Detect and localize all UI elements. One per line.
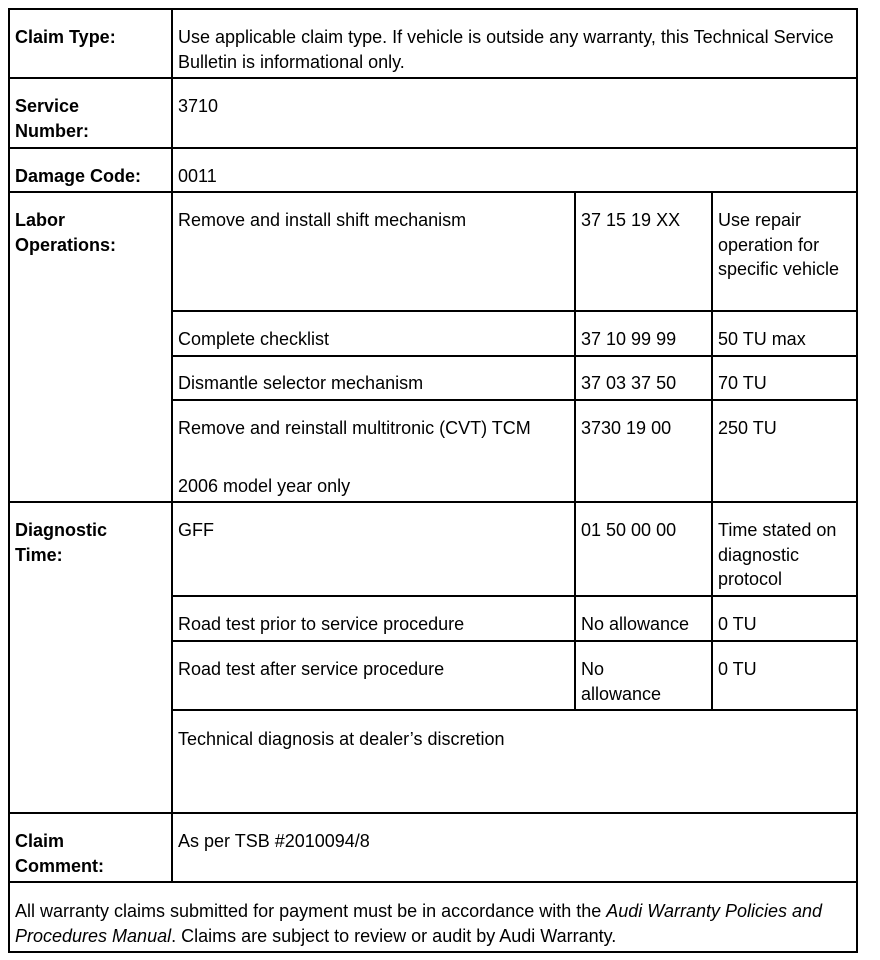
diagnostic-description: Road test after service procedure — [178, 659, 445, 679]
row-divider — [171, 310, 858, 312]
labor-op-code: 37 15 19 XX — [581, 210, 681, 230]
table-border-right — [856, 8, 858, 953]
labor-op-code: 3730 19 00 — [581, 418, 672, 438]
service-number-label: Service Number: — [15, 96, 90, 141]
row-divider — [8, 191, 858, 193]
diagnostic-description: Road test prior to service procedure — [178, 614, 465, 634]
row-divider — [171, 595, 858, 597]
footer-text: . Claims are subject to review or audit by Audi Warranty. — [171, 925, 617, 946]
manual-title: Audi Warranty Policies and Procedures Manual — [15, 901, 823, 946]
diagnostic-time-value: 0 TU — [718, 659, 757, 679]
claim-comment-value: As per TSB #2010094/8 — [178, 831, 370, 851]
labor-op-time: Use repair operation for specific vehicle — [718, 210, 840, 279]
diagnostic-code: No allowance — [581, 614, 690, 634]
claim-type-label: Claim Type: — [15, 27, 116, 47]
damage-code-label: Damage Code: — [15, 166, 142, 186]
labor-op-description: Complete checklist — [178, 329, 330, 349]
row-divider — [8, 501, 858, 503]
labor-op-code: 37 10 99 99 — [581, 329, 677, 349]
labor-operations-label: Labor Operations: — [15, 210, 117, 255]
row-divider — [171, 709, 858, 711]
diagnostic-note: Technical diagnosis at dealer’s discretion — [178, 729, 505, 749]
row-divider — [8, 77, 858, 79]
diagnostic-time-value: Time stated on diagnostic protocol — [718, 520, 837, 589]
labor-op-time: 250 TU — [718, 418, 777, 438]
labor-op-description: Dismantle selector mechanism — [178, 373, 424, 393]
labor-op-code: 37 03 37 50 — [581, 373, 677, 393]
diagnostic-description: GFF — [178, 520, 214, 540]
table-border-top — [8, 8, 858, 10]
labor-op-time: 70 TU — [718, 373, 767, 393]
diagnostic-code: No allowance — [581, 659, 662, 704]
row-divider — [171, 355, 858, 357]
table-border-left — [8, 8, 10, 953]
column-divider — [711, 191, 713, 711]
footer-text: All warranty claims submitted for payment must be in accordance with the — [15, 901, 607, 921]
damage-code-value: 0011 — [178, 166, 217, 186]
row-divider — [171, 640, 858, 642]
row-divider — [171, 399, 858, 401]
table-border-bottom — [8, 951, 858, 953]
row-divider — [8, 147, 858, 149]
row-divider — [8, 812, 858, 814]
column-divider — [574, 191, 576, 711]
diagnostic-time-value: 0 TU — [718, 614, 757, 634]
warranty-claim-table — [8, 8, 858, 953]
claim-type-value: Use applicable claim type. If vehicle is outside any warranty, this Technical Service Bulletin is informational only. — [178, 27, 834, 72]
labor-op-note: 2006 model year only — [178, 476, 351, 496]
labor-op-description: Remove and install shift mechanism — [178, 210, 467, 230]
row-divider — [8, 881, 858, 883]
service-number-value: 3710 — [178, 96, 219, 116]
diagnostic-time-label: Diagnostic Time: — [15, 520, 108, 565]
diagnostic-code: 01 50 00 00 — [581, 520, 677, 540]
claim-comment-label: Claim Comment: — [15, 831, 104, 876]
warranty-footer-note — [15, 899, 851, 948]
column-divider — [171, 8, 173, 883]
labor-op-time: 50 TU max — [718, 329, 806, 349]
labor-op-description: Remove and reinstall multitronic (CVT) TCM — [178, 418, 531, 438]
